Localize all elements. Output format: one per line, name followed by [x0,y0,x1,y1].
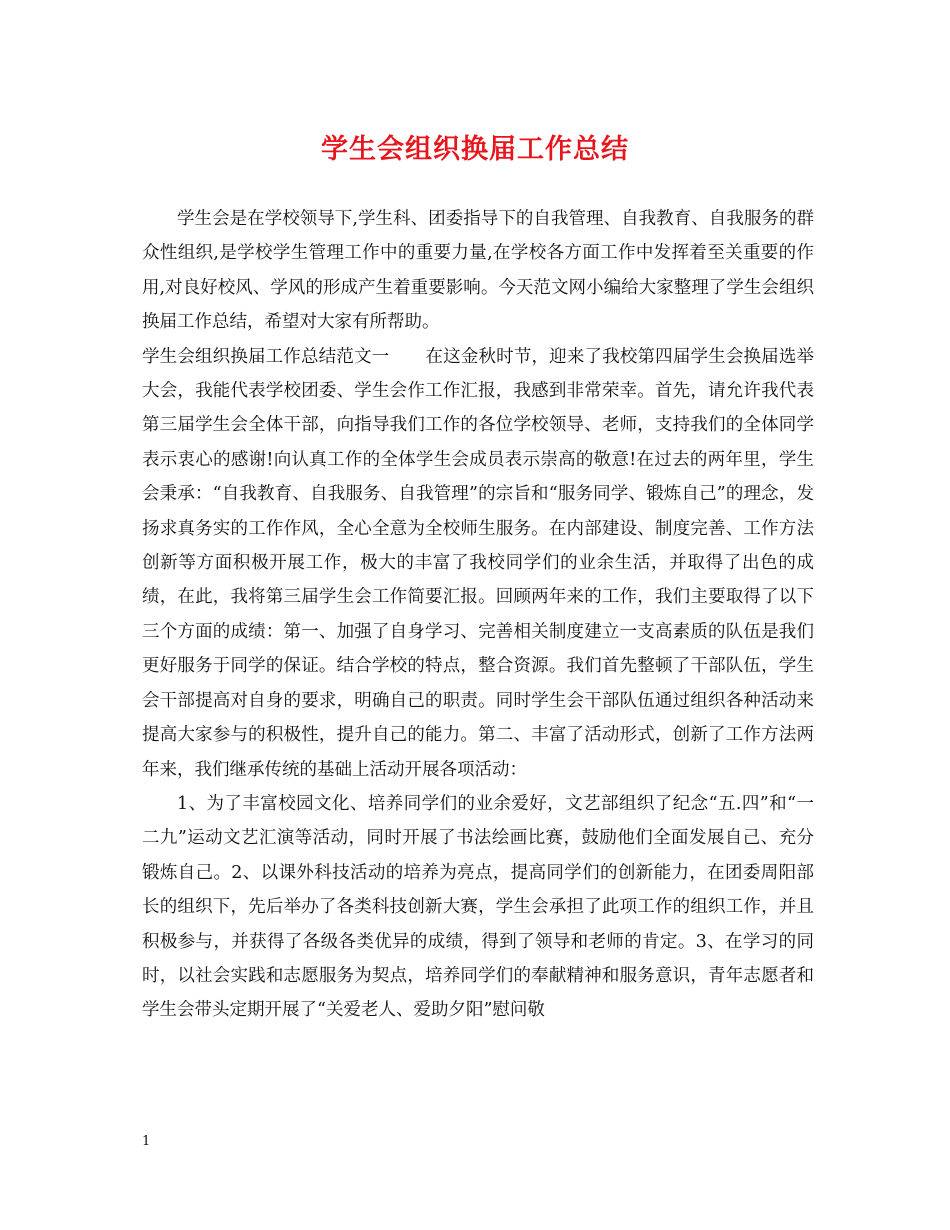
section-body: 在这金秋时节，迎来了我校第四届学生会换届选举大会，我能代表学校团委、学生会作工作汇报，我感到非常荣幸。首先，请允许我代表第三届学生会全体干部，向指导我们工作的各位学校领导、老师，支持我们的全体同学表示衷心的感谢!向认真工作的全体学生会成员表示崇高的敬意!在过去的两年里，学生会秉承：“自我教育、自我服务、自我管理”的宗旨和“服务同学、锻炼自己”的理念，发扬求真务实的工作作风，全心全意为全校师生服务。在内部建设、制度完善、工作方法创新等方面积极开展工作，极大的丰富了我校同学们的业余生活，并取得了出色的成绩，在此，我将第三届学生会工作简要汇报。回顾两年来的工作，我们主要取得了以下三个方面的成绩：第一、加强了自身学习、完善相关制度建立一支高素质的队伍是我们更好服务于同学的保证。结合学校的特点，整合资源。我们首先整顿了干部队伍，学生会干部提高对自身的要求，明确自己的职责。同时学生会干部队伍通过组织各种活动来提高大家参与的积极性，提升自己的能力。第二、丰富了活动形式，创新了工作方法两年来，我们继承传统的基础上活动开展各项活动： [142,346,815,780]
intro-paragraph: 学生会是在学校领导下,学生科、团委指导下的自我管理、自我教育、自我服务的群众性组织,是学校学生管理工作中的重要力量,在学校各方面工作中发挥着至关重要的作用,对良好校风、学风的形成产生着重要影响。今天范文网小编给大家整理了学生会组织换届工作总结，希望对大家有所帮助。 [142,209,814,333]
activities-paragraph: 1、为了丰富校园文化、培养同学们的业余爱好，文艺部组织了纪念“五.四”和“一二九”运动文艺汇演等活动，同时开展了书法绘画比赛，鼓励他们全面发展自己、充分锻炼自己。2、以课外科技活动的培养为亮点，提高同学们的创新能力，在团委周阳部长的组织下，先后举办了各类科技创新大赛，学生会承担了此项工作的组织工作，并且积极参与，并获得了各级各类优异的成绩，得到了领导和老师的肯定。3、在学习的同时，以社会实践和志愿服务为契点，培养同学们的奉献精神和服务意识，青年志愿者和学生会带头定期开展了“关爱老人、爱助夕阳”慰问敬 [142,793,814,1021]
section-heading: 学生会组织换届工作总结范文一 [142,346,390,367]
document-body [142,202,814,1028]
section-paragraph [142,340,814,787]
page-number: 1 [142,1134,151,1149]
document-title: 学生会组织换届工作总结 [321,134,629,165]
